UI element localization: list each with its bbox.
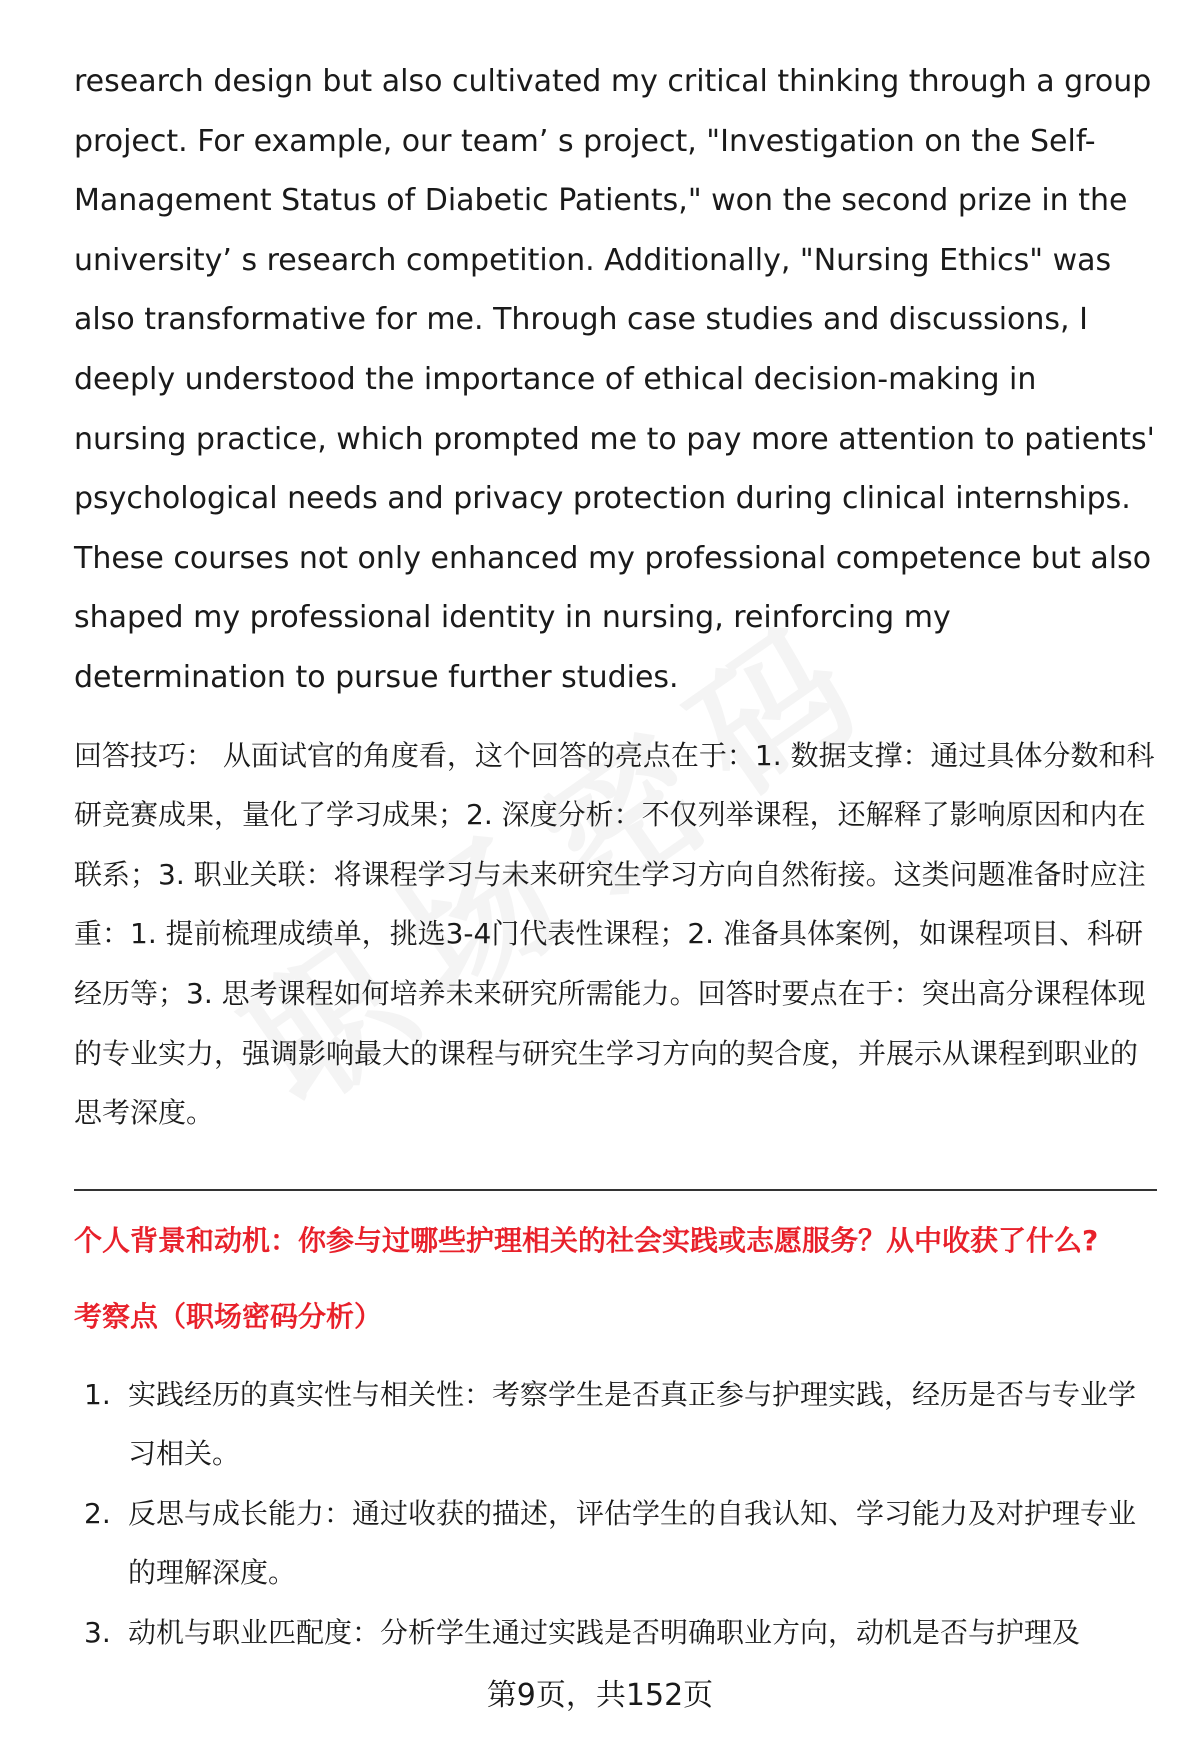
assessment-points-title: 考察点（职场密码分析）: [74, 1299, 383, 1333]
document-page: [74, 52, 1157, 1663]
answer-paragraph: research design but also cultivated my critical thinking through a group project. For example, our team’ s project, "Investigation on the Self-Management Status of Diabetic Patients," won the second prize in the university’ s research competition. Additionally, "Nursing Ethics" was also transformative for me. Through case studies and discussions, I deeply understood the importance of ethical decision-making in nursing practice, which prompted me to pay more attention to patients' psychological needs and privacy protection during clinical internships. These courses not only enhanced my professional competence but also shaped my professional identity in nursing, reinforcing my determination to pursue further studies.: [74, 64, 1155, 695]
list-item-text: 反思与成长能力：通过收获的描述，评估学生的自我认知、学习能力及对护理专业的理解深度。: [128, 1496, 1137, 1590]
list-item-number: 1.: [84, 1377, 111, 1411]
page-number: 第9页，共152页: [486, 1678, 714, 1713]
answer-tips-paragraph: 回答技巧： 从面试官的角度看，这个回答的亮点在于：1. 数据支撑：通过具体分数和科研竞赛成果，量化了学习成果；2. 深度分析：不仅列举课程，还解释了影响原因和内在联系；3. 职业关联：将课程学习与未来研究生学习方向自然衔接。这类问题准备时应注重：1. 提前梳理成绩单，挑选3-4门代表性课程；2. 准备具体案例，如课程项目、科研经历等；3. 思考课程如何培养未来研究所需能力。回答时要点在于：突出高分课程体现的专业实力，强调影响最大的课程与研究生学习方向的契合度，并展示从课程到职业的思考深度。: [74, 738, 1155, 1130]
list-item: [74, 1484, 1157, 1603]
list-item-number: 3.: [84, 1616, 111, 1650]
list-item-text: 实践经历的真实性与相关性：考察学生是否真正参与护理实践，经历是否与专业学习相关。: [128, 1377, 1137, 1471]
list-item-text: 动机与职业匹配度：分析学生通过实践是否明确职业方向，动机是否与护理及: [128, 1616, 1081, 1650]
list-item: [74, 1365, 1157, 1484]
question-heading: 个人背景和动机：你参与过哪些护理相关的社会实践或志愿服务？从中收获了什么?: [74, 1223, 1099, 1257]
list-item-number: 2.: [84, 1496, 111, 1530]
list-item: [74, 1603, 1157, 1663]
section-divider: [74, 1189, 1157, 1191]
assessment-points-list: [74, 1365, 1157, 1663]
